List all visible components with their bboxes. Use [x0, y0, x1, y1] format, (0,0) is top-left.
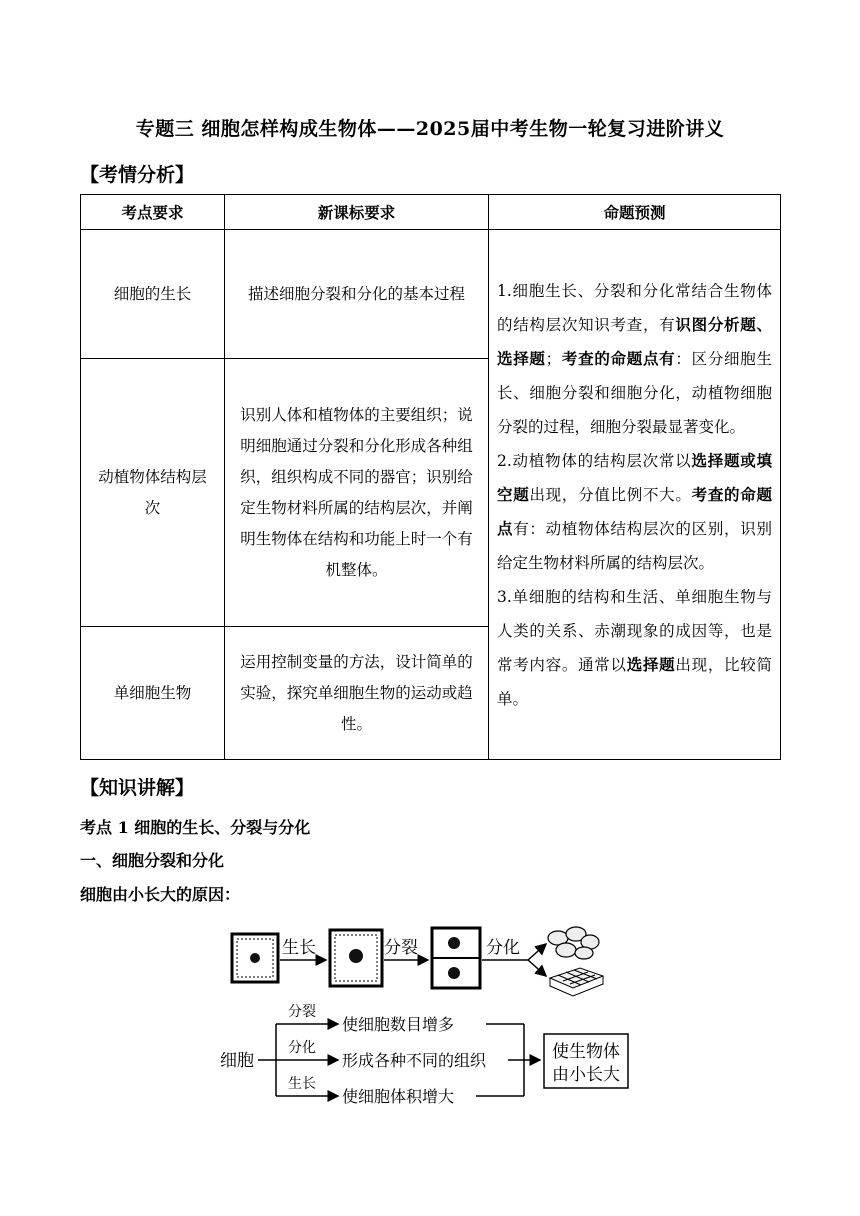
label-differentiate: 分化	[486, 938, 520, 958]
prediction-bold: 选择题	[626, 654, 676, 674]
table-header: 新课标要求	[225, 195, 489, 230]
prediction-cell	[489, 230, 781, 760]
table-row	[81, 230, 781, 359]
tissue-figure-2	[550, 968, 603, 996]
prediction-bold: 考查的命题点	[497, 484, 772, 538]
prediction-text: 出现，比较简单。	[497, 655, 772, 708]
result-line-1: 使生物体	[552, 1042, 620, 1062]
prediction-text: 有：动植物体结构层次的区别，识别给定生物材料所属的结构层次。	[497, 519, 772, 572]
label-divide: 分裂	[384, 938, 418, 958]
prediction-bold: 识图分析题、选择题	[497, 314, 772, 368]
prediction-text: 2.动植物体的结构层次常以	[497, 451, 692, 470]
small-cell-figure	[232, 934, 278, 982]
label-grow: 生长	[282, 938, 316, 958]
standard-cell: 运用控制变量的方法，设计简单的实验，探究单细胞生物的运动或趋性。	[225, 627, 489, 760]
branch-label: 分化	[288, 1040, 316, 1056]
cell-process-diagram	[218, 920, 638, 1115]
cause-label: 细胞由小长大的原因：	[80, 885, 241, 904]
topic-cell: 单细胞生物	[81, 627, 225, 760]
root-label: 细胞	[220, 1051, 254, 1071]
kaodian-heading: 考点 1 细胞的生长、分裂与分化	[80, 818, 311, 837]
result-line-2: 由小长大	[552, 1065, 620, 1085]
branch-label: 分裂	[288, 1004, 316, 1020]
table-header: 考点要求	[81, 195, 225, 230]
topic-cell: 细胞的生长	[81, 230, 225, 359]
section-heading-knowledge: 【知识讲解】	[80, 777, 195, 799]
grown-cell-figure	[330, 930, 382, 986]
prediction-text: 出现，分值比例不大。	[529, 485, 692, 504]
branch-result: 使细胞数目增多	[342, 1015, 455, 1034]
table-header: 命题预测	[489, 195, 781, 230]
prediction-text: 3.单细胞的结构和生活、单细胞生物与人类的关系、赤潮现象的成因等，也是常考内容。通常以	[497, 587, 772, 674]
prediction-text: 1.细胞生长、分裂和分化常结合生物体的结构层次知识考查，有	[497, 281, 772, 334]
prediction-bold: 考查的命题点有	[561, 348, 676, 368]
subheading: 一、细胞分裂和分化	[80, 851, 225, 870]
divided-cells-figure	[432, 928, 480, 988]
table-header-row	[81, 195, 781, 230]
prediction-text: ：区分细胞生长、细胞分裂和细胞分化，动植物细胞分裂的过程，细胞分裂最显著变化。	[497, 349, 772, 436]
topic-cell: 动植物体结构层次	[81, 359, 225, 627]
analysis-table	[80, 194, 781, 760]
prediction-text: ；	[545, 349, 562, 368]
tissue-figure-1	[548, 927, 599, 959]
branch-label: 生长	[288, 1076, 316, 1092]
standard-cell: 识别人体和植物体的主要组织；说明细胞通过分裂和分化形成各种组织，组织构成不同的器官；识别给定生物材料所属的结构层次，并阐明生物体在结构和功能上时一个有机整体。	[225, 359, 489, 627]
prediction-bold: 选择题或填空题	[497, 450, 772, 504]
branch-result: 使细胞体积增大	[342, 1087, 455, 1106]
page-title: 专题三 细胞怎样构成生物体——2025届中考生物一轮复习进阶讲义	[135, 118, 725, 140]
branch-result: 形成各种不同的组织	[342, 1051, 487, 1070]
standard-cell: 描述细胞分裂和分化的基本过程	[225, 230, 489, 359]
section-heading-analysis: 【考情分析】	[80, 164, 195, 186]
